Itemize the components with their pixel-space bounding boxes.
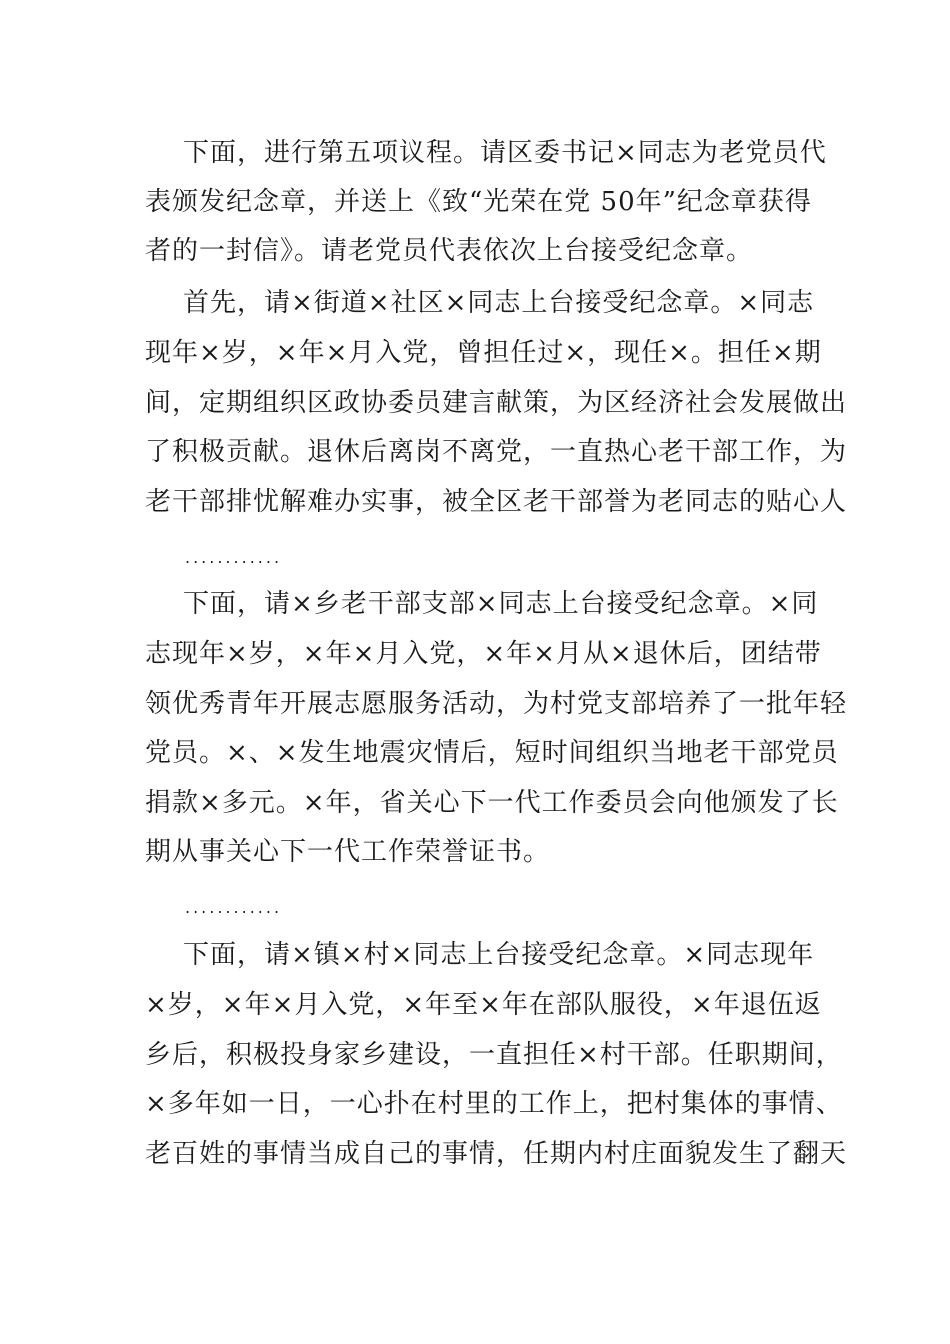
paragraph-4-line-5: 老百姓的事情当成自己的事情，任期内村庄面貌发生了翻天 — [145, 1139, 848, 1169]
paragraph-3-line-4: 党员。×、×发生地震灾情后，短时间组织当地老干部党员 — [145, 738, 839, 768]
paragraph-4-line-4: ×多年如一日，一心扑在村里的工作上，把村集体的事情、 — [145, 1089, 843, 1119]
paragraph-3-line-2: 志现年×岁，×年×月入党，×年×月从×退休后，团结带 — [145, 639, 822, 669]
ellipsis-separator: ............ — [185, 898, 283, 917]
ellipsis-separator: ............ — [185, 548, 283, 567]
paragraph-4-line-1: 下面，请×镇×村×同志上台接受纪念章。×同志现年 — [183, 940, 815, 970]
paragraph-2-line-1: 首先，请×街道×社区×同志上台接受纪念章。×同志 — [183, 288, 815, 318]
paragraph-2-line-5: 老干部排忧解难办实事，被全区老干部誉为老同志的贴心人 — [145, 487, 848, 517]
paragraph-1-line-3: 者的一封信》。请老党员代表依次上台接受纪念章。 — [145, 236, 754, 266]
paragraph-3-line-6: 期从事关心下一代工作荣誉证书。 — [145, 837, 551, 867]
paragraph-2-line-2: 现年×岁，×年×月入党，曾担任过×，现任×。担任×期 — [145, 338, 822, 368]
paragraph-1-line-1: 下面，进行第五项议程。请区委书记×同志为老党员代 — [183, 138, 827, 168]
paragraph-1-line-2: 表颁发纪念章，并送上《致“光荣在党 50年”纪念章获得 — [145, 187, 812, 217]
paragraph-2-line-4: 了积极贡献。退休后离岗不离党，一直热心老干部工作，为 — [145, 437, 848, 467]
paragraph-4-line-2: ×岁，×年×月入党，×年至×年在部队服役，×年退伍返 — [145, 990, 822, 1020]
paragraph-4-line-3: 乡后，积极投身家乡建设，一直担任×村干部。任职期间， — [145, 1040, 843, 1070]
paragraph-2-line-3: 间，定期组织区政协委员建言献策，为区经济社会发展做出 — [145, 388, 848, 418]
paragraph-3-line-3: 领优秀青年开展志愿服务活动，为村党支部培养了一批年轻 — [145, 689, 848, 719]
paragraph-3-line-5: 捐款×多元。×年，省关心下一代工作委员会向他颁发了长 — [145, 788, 839, 818]
paragraph-3-line-1: 下面，请×乡老干部支部×同志上台接受纪念章。×同 — [183, 589, 819, 619]
